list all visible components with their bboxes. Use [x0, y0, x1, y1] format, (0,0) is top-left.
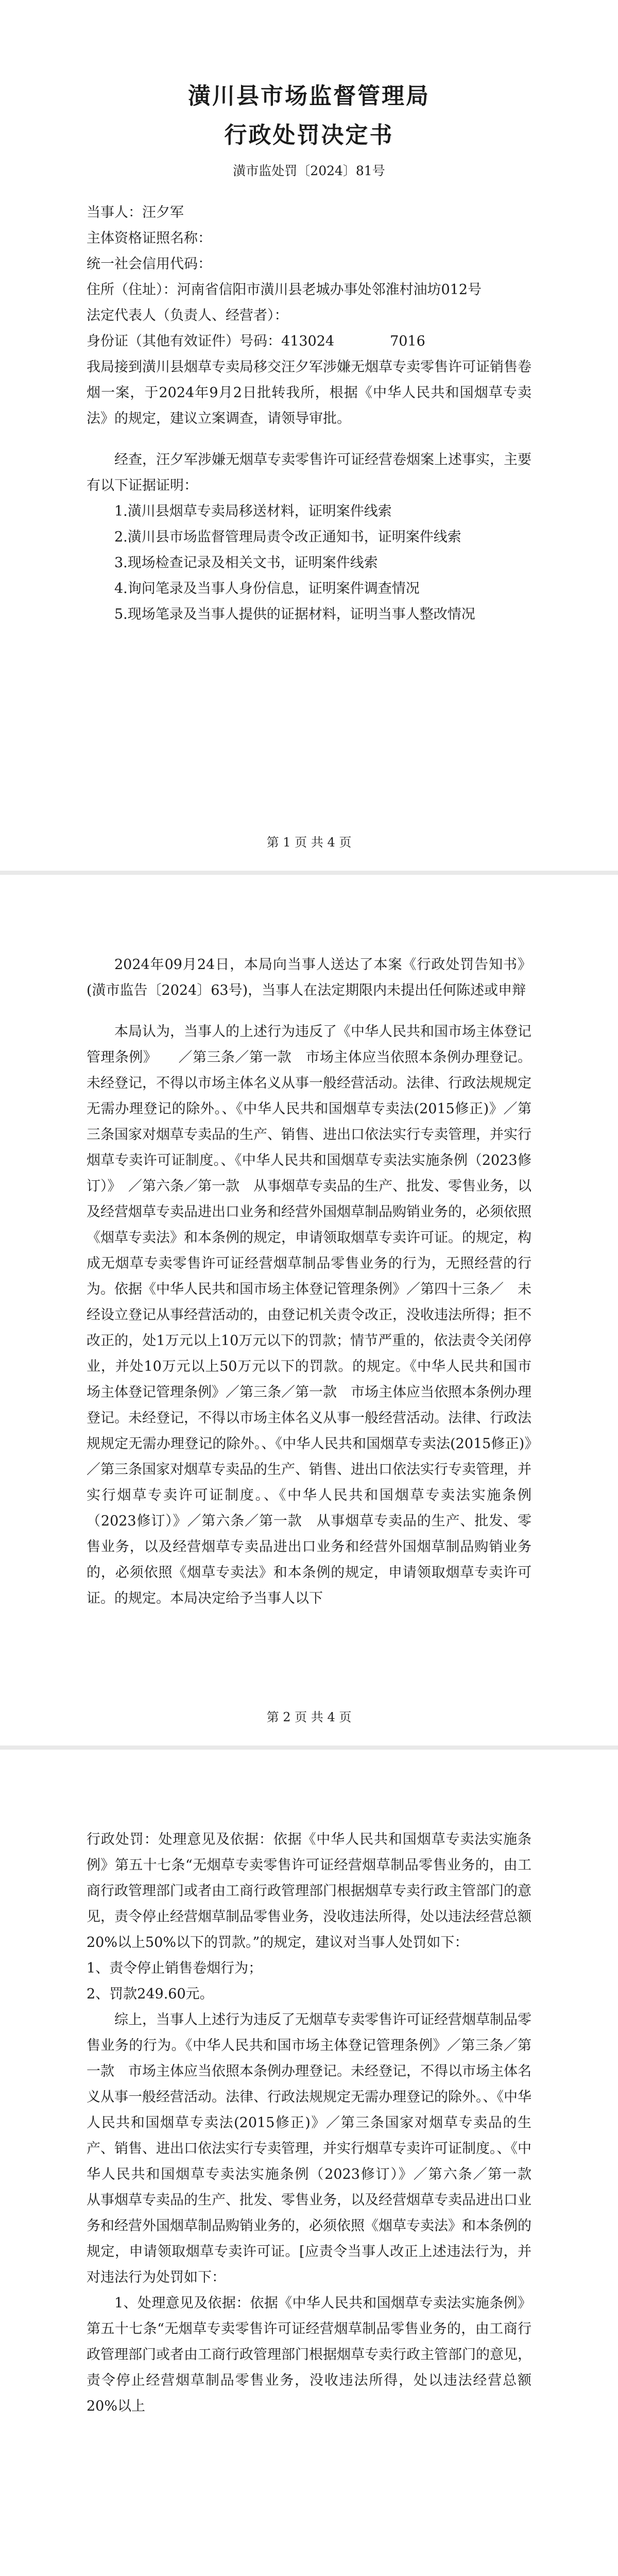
- notice-delivery: 2024年09月24日，本局向当事人送达了本案《行政处罚告知书》(潢市监告〔2024〕63号)，当事人在法定期限内未提出任何陈述或申辩: [87, 957, 531, 998]
- id-number: 身份证（其他有效证件）号码：413024 7016: [87, 333, 425, 349]
- party-name: 当事人：汪夕军: [87, 205, 184, 221]
- legal-rep: 法定代表人（负责人、经营者）：: [87, 308, 288, 324]
- evidence-item: 2.潢川县市场监督管理局责令改正通知书，证明案件线索: [114, 529, 461, 545]
- page-content: [87, 952, 531, 1612]
- document-page-2: [0, 875, 618, 1745]
- penalty-basis-repeat: 1、处理意见及依据：依据《中华人民共和国烟草专卖法实施条例》第五十七条“无烟草专卖零售许可证经营烟草制品零售业务的，由工商行政管理部门或者由工商行政管理部门根据烟草专卖行政主管部门的意见，责令停止经营烟草制品零售业务，没收违法所得，处以违法经营总额20%以上: [87, 2295, 531, 2414]
- document-title: 行政处罚决定书: [224, 122, 394, 148]
- page-content: [87, 1827, 545, 2419]
- penalty-item: 1、责令停止销售卷烟行为；: [87, 1960, 263, 1976]
- evidence-item: 1.潢川县烟草专卖局移送材料，证明案件线索: [114, 503, 392, 519]
- document-page-3: [0, 1750, 618, 2576]
- case-origin: 我局接到潢川县烟草专卖局移交汪夕军涉嫌无烟草专卖零售许可证销售卷烟一案，于2024年9月2日批转我所，根据《中华人民共和国烟草专卖法》的规定，建议立案调查，请领导审批。: [87, 359, 531, 427]
- evidence-item: 4.询问笔录及当事人身份信息，证明案件调查情况: [114, 581, 420, 597]
- agency-title: 潢川县市场监督管理局: [188, 83, 430, 109]
- document-number: 潢市监处罚〔2024〕81号: [233, 163, 385, 178]
- investigation-summary: 经查，汪夕军涉嫌无烟草专卖零售许可证经营卷烟案上述事实，主要有以下证据证明：: [87, 452, 531, 494]
- page-number: 第 2 页 共 4 页: [266, 1710, 352, 1724]
- credit-code: 统一社会信用代码：: [87, 256, 212, 272]
- penalty-basis: 行政处罚：处理意见及依据：依据《中华人民共和国烟草专卖法实施条例》第五十七条“无烟草专卖零售许可证经营烟草制品零售业务的，由工商行政管理部门或者由工商行政管理部门根据烟草专卖行政主管部门的意见，责令停止经营烟草制品零售业务，没收违法所得，处以违法经营总额20%以上50%以下的罚款。”的规定，建议对当事人处罚如下：: [87, 1832, 531, 1951]
- summary-finding: 综上，当事人上述行为违反了无烟草专卖零售许可证经营烟草制品零售业务的行为。《中华人民共和国市场主体登记管理条例》／第三条／第一款 市场主体应当依照本条例办理登记。未经登记，不得以市场主体名义从事一般经营活动。法律、行政法规规定无需办理登记的除外。、《中华人民共和国烟草专卖法(2015修正)》／第三条国家对烟草专卖品的生产、销售、进出口依法实行专卖管理，并实行烟草专卖许可证制度。、《中华人民共和国烟草专卖法实施条例（2023修订）》／第六条／第一款 从事烟草专卖品的生产、批发、零售业务，以及经营烟草专卖品进出口业务和经营外国烟草制品购销业务的，必须依照《烟草专卖法》和本条例的规定，申请领取烟草专卖许可证。[应责令当事人改正上述违法行为，并对违法行为处罚如下：: [87, 2012, 545, 2285]
- page-number: 第 1 页 共 4 页: [266, 835, 352, 850]
- address: 住所（住址）：河南省信阳市潢川县老城办事处邻淮村油坊012号: [87, 282, 482, 298]
- license-name: 主体资格证照名称：: [87, 230, 212, 246]
- page-content: [87, 0, 531, 628]
- document-page-1: [0, 0, 618, 871]
- penalty-item: 2、罚款249.60元。: [87, 1986, 214, 2002]
- legal-finding: 本局认为，当事人的上述行为违反了《中华人民共和国市场主体登记管理条例》 ／第三条／第一款 市场主体应当依照本条例办理登记。未经登记，不得以市场主体名义从事一般经营活动。法律、行政法规规定无需办理登记的除外。、《中华人民共和国烟草专卖法(2015修正)》／第三条国家对烟草专卖品的生产、销售、进出口依法实行专卖管理，并实行烟草专卖许可证制度。、《中华人民共和国烟草专卖法实施条例（2023修订）》 ／第六条／第一款 从事烟草专卖品的生产、批发、零售业务，以及经营烟草专卖品进出口业务和经营外国烟草制品购销业务的，必须依照《烟草专卖法》和本条例的规定，申请领取烟草专卖许可证。的规定，构成无烟草专卖零售许可证经营烟草制品零售业务的行为，无照经营的行为。依据《中华人民共和国市场主体登记管理条例》／第四十三条／ 未经设立登记从事经营活动的，由登记机关责令改正，没收违法所得；拒不改正的，处1万元以上10万元以下的罚款；情节严重的，依法责令关闭停业，并处10万元以上50万元以下的罚款。的规定。《中华人民共和国市场主体登记管理条例》／第三条／第一款 市场主体应当依照本条例办理登记。未经登记，不得以市场主体名义从事一般经营活动。法律、行政法规规定无需办理登记的除外。、《中华人民共和国烟草专卖法(2015修正)》／第三条国家对烟草专卖品的生产、销售、进出口依法实行专卖管理，并实行烟草专卖许可证制度。、《中华人民共和国烟草专卖法实施条例（2023修订）》／第六条／第一款 从事烟草专卖品的生产、批发、零售业务，以及经营烟草专卖品进出口业务和经营外国烟草制品购销业务的，必须依照《烟草专卖法》和本条例的规定，申请领取烟草专卖许可证。的规定。本局决定给予当事人以下: [87, 1024, 531, 1606]
- evidence-item: 5.现场笔录及当事人提供的证据材料，证明当事人整改情况: [114, 606, 475, 622]
- evidence-item: 3.现场检查记录及相关文书，证明案件线索: [114, 555, 378, 571]
